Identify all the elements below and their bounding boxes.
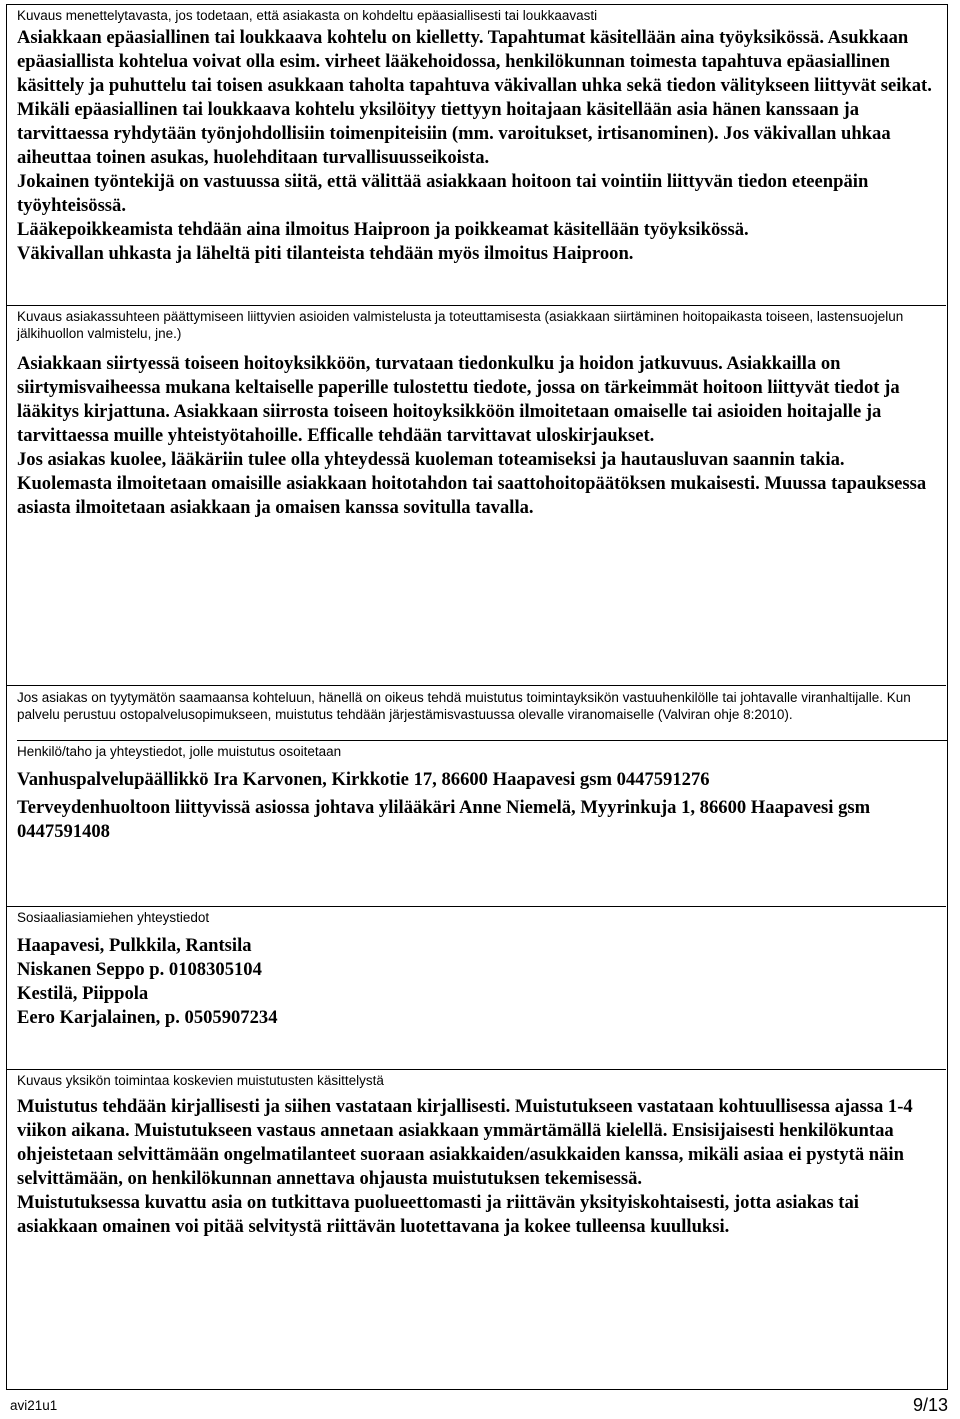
- footer-form-code: avi21u1: [10, 1398, 58, 1413]
- document-frame: [6, 4, 948, 1390]
- paragraph: Väkivallan uhkasta ja läheltä piti tilanteista tehdään myös ilmoitus Haiproon.: [17, 243, 634, 264]
- paragraph: Mikäli epäasiallinen tai loukkaava kohtelu yksilöityy tiettyyn hoitajaan käsitellään asia hänen kanssaan ja tarvittaessa ryhdytään työnjohdollisiin toimenpiteisiin (mm. varoitukset, irtisanominen). Jos väkivallan uhkaa aiheuttaa toinen asukas, huolehditaan turvallisuusseikoista.: [17, 99, 891, 168]
- section-label: Sosiaaliasiamiehen yhteystiedot: [17, 910, 210, 925]
- section-complaint-recipient: [7, 685, 946, 723]
- section-label: Kuvaus yksikön toimintaa koskevien muistutusten käsittelystä: [17, 1073, 384, 1088]
- paragraph: Asiakkaan epäasiallinen tai loukkaava kohtelu on kielletty. Tapahtumat käsitellään aina työyksikössä. Asukkaan epäasiallista kohtelua voivat olla esim. virheet lääkehoidossa, henkilökunnan toimesta tapahtuva epäasiallinen käsittely ja puhuttelu tai toisen asukkaan taholta tapahtuva väkivallan uhka sekä tiedon välitykseen liittyvät seikat.: [17, 27, 932, 96]
- ombudsman-line: Niskanen Seppo p. 0108305104: [17, 959, 262, 980]
- section-label: Henkilö/taho ja yhteystiedot, jolle muistutus osoitetaan: [17, 744, 342, 759]
- section-label: Kuvaus menettelytavasta, jos todetaan, että asiakasta on kohdeltu epäasiallisesti tai loukkaavasti: [17, 8, 598, 23]
- paragraph: Asiakkaan siirtyessä toiseen hoitoyksikköön, turvataan tiedonkulku ja hoidon jatkuvuus. Asiakkailla on siirtymisvaiheessa mukana keltaiselle paperille tulostettu tiedote, jossa on tärkeimmät hoitoon liittyvät tiedot ja lääkitys kirjattuna. Asiakkaan siirrosta toiseen hoitoyksikköön ilmoitetaan omaiselle tai asioiden hoitajalle ja tarvittaessa muille yhteistyötahoille. Efficalle tehdään tarvittavat uloskirjaukset.: [17, 353, 900, 446]
- complaint-note: Jos asiakas on tyytymätön saamaansa kohteluun, hänellä on oikeus tehdä muistutus toimintayksikön vastuuhenkilölle tai johtavalle viranhaltijalle. Kun palvelu perustuu ostopalvelusopimukseen, muistutus tehdään järjestämisvastuussa olevalle viranomaiselle (Valviran ohje 8:2010).: [17, 690, 911, 722]
- divider: [17, 740, 947, 741]
- complaint-recipient-contacts: [7, 743, 946, 844]
- footer-page-number: 9/13: [912, 1395, 948, 1415]
- section-client-relationship-end: [7, 305, 946, 520]
- paragraph: Lääkepoikkeamista tehdään aina ilmoitus Haiproon ja poikkeamat käsitellään työyksikössä.: [17, 219, 749, 240]
- contact-paragraph: Vanhuspalvelupäällikkö Ira Karvonen, Kirkkotie 17, 86600 Haapavesi gsm 0447591276: [17, 769, 710, 790]
- ombudsman-line: Kestilä, Piippola: [17, 983, 149, 1004]
- section-mistreatment-procedure: [7, 5, 946, 266]
- section-label: Kuvaus asiakassuhteen päättymiseen liittyvien asioiden valmistelusta ja toteuttamisesta (asiakkaan siirtäminen hoitopaikasta toiseen, lastensuojelun jälkihuollon valmistelu, jne.): [17, 309, 904, 341]
- contact-paragraph: Terveydenhuoltoon liittyvissä asiossa johtava ylilääkäri Anne Niemelä, Myyrinkuja 1, 86600 Haapavesi gsm 0447591408: [17, 797, 871, 842]
- paragraph: Jokainen työntekijä on vastuussa siitä, että välittää asiakkaan hoitoon tai vointiin liittyvän tiedon eteenpäin työyhteisössä.: [17, 171, 869, 216]
- ombudsman-line: Haapavesi, Pulkkila, Rantsila: [17, 935, 252, 956]
- paragraph: Muistutus tehdään kirjallisesti ja siihen vastataan kirjallisesti. Muistutukseen vastataan kohtuullisessa ajassa 1-4 viikon aikana. Muistutukseen vastaus annetaan asiakkaan ymmärtämällä kielellä. Ensisijaisesti henkilökuntaa ohjeistetaan selvittämään ongelmatilanteet suoraan asiakkaiden/asukkaiden kanssa, mikäli asiaa ei pystytä näin selvittämään, on henkilökunnan annettava ohjausta muistutuksen tekemisessä.: [17, 1096, 913, 1189]
- section-complaint-handling: [7, 1069, 946, 1239]
- paragraph: Jos asiakas kuolee, lääkäriin tulee olla yhteydessä kuoleman toteamiseksi ja hautausluvan saannin takia. Kuolemasta ilmoitetaan omaisille asiakkaan hoitotahdon tai saattohoitopäätöksen mukaisesti. Muussa tapauksessa asiasta ilmoitetaan asiakkaan ja omaisen kanssa sovitulla tavalla.: [17, 449, 927, 518]
- ombudsman-line: Eero Karjalainen, p. 0505907234: [17, 1007, 278, 1028]
- section-ombudsman: [7, 906, 946, 1030]
- paragraph: Muistutuksessa kuvattu asia on tutkittava puolueettomasti ja riittävän yksityiskohtaisesti, jotta asiakas tai asiakkaan omainen voi pitää selvitystä riittävän luotettavana ja kokee tulleensa kuulluksi.: [17, 1192, 859, 1237]
